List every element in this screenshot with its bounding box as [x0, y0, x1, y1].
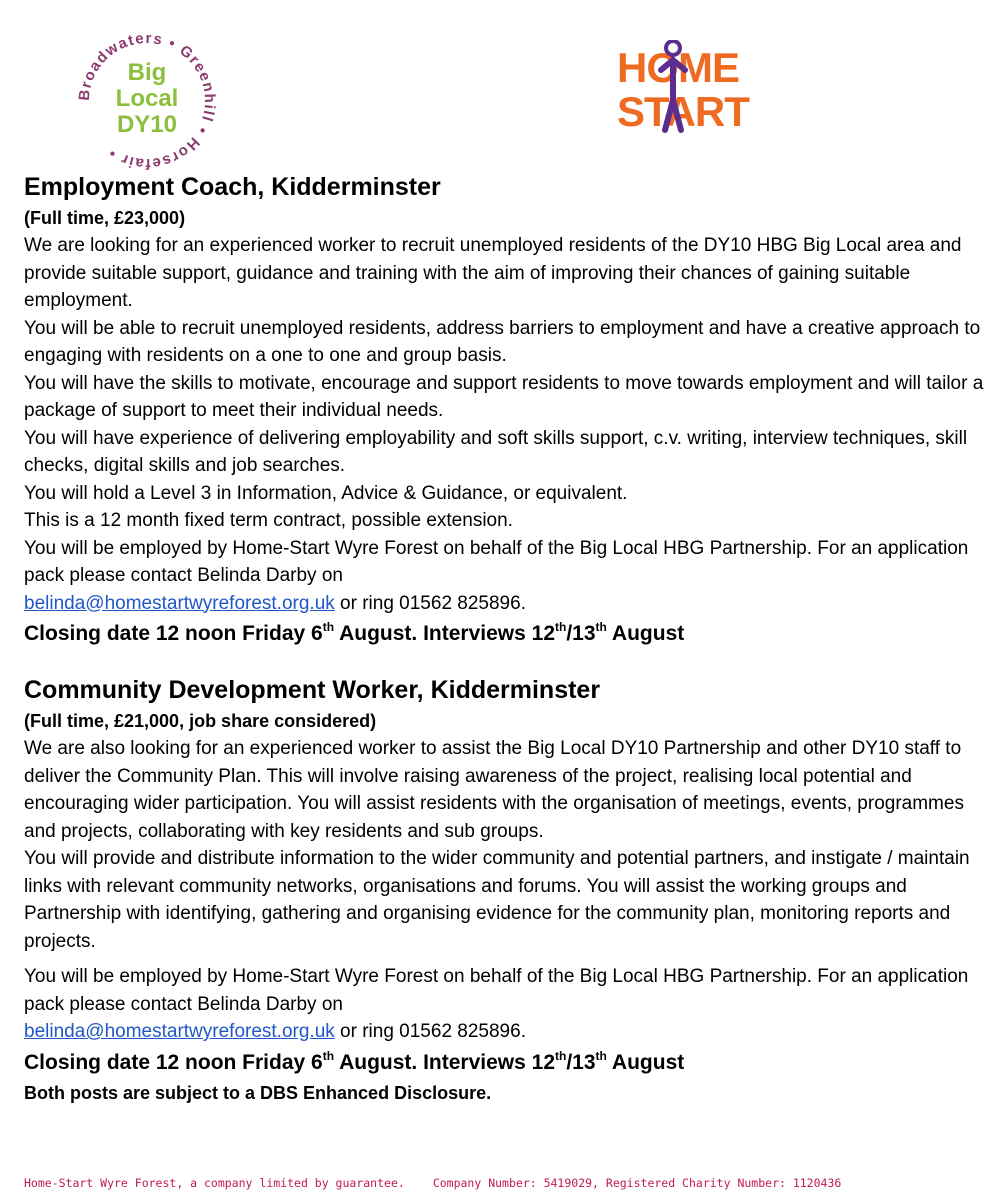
closing-sup: th: [322, 620, 335, 634]
job1-email-link[interactable]: belinda@homestartwyreforest.org.uk: [24, 592, 335, 614]
job1-closing-date: [24, 617, 984, 651]
job1-title: Employment Coach, Kidderminster: [24, 173, 441, 201]
closing-text: August. Interviews 12: [334, 622, 555, 645]
job1-paragraph: We are looking for an experienced worker to recruit unemployed residents of the DY10 HBG Big Local area and provide suitable support, guidance and training with the aim of improving their chances of gaining suitable employment.: [24, 235, 962, 311]
big-local-line3: DY10: [116, 111, 178, 138]
closing-text: August. Interviews 12: [334, 1050, 555, 1074]
job1-terms: (Full time, £23,000): [24, 208, 186, 228]
job2-phone: or ring 01562 825896.: [334, 1021, 526, 1042]
job1-paragraph: This is a 12 month fixed term contract, possible extension.: [24, 510, 513, 531]
job1-paragraph: You will have experience of delivering employability and soft skills support, c.v. writing, interview techniques, skill checks, digital skills and job searches.: [24, 427, 968, 476]
closing-text: /13: [566, 622, 596, 645]
closing-text: August: [606, 1050, 685, 1074]
job-posting-employment-coach: [24, 170, 984, 651]
document-body: [24, 170, 984, 1106]
closing-text: Closing date 12 noon Friday 6: [24, 1050, 323, 1074]
job-posting-community-development-worker: [24, 673, 984, 1106]
footer-registration: Company Number: 5419029, Registered Charity Number: 1120436: [432, 1176, 842, 1190]
home-start-line1: HOME: [617, 44, 739, 91]
job2-contact: [24, 1018, 984, 1046]
job1-paragraph: You will hold a Level 3 in Information, Advice & Guidance, or equivalent.: [24, 482, 628, 504]
job2-terms: (Full time, £21,000, job share considered): [24, 711, 377, 731]
closing-sup: th: [595, 1048, 607, 1063]
job2-title: Community Development Worker, Kidderminster: [24, 676, 601, 704]
closing-text: /13: [566, 1050, 596, 1074]
job1-paragraph: You will be able to recruit unemployed residents, address barriers to employment and have a creative approach to engaging with residents on a one to one and group basis.: [24, 317, 981, 366]
job2-employer: You will be employed by Home-Start Wyre Forest on behalf of the Big Local HBG Partnership. For an application pack please contact Belinda Darby on: [24, 966, 969, 1015]
closing-sup: th: [322, 1048, 335, 1063]
closing-sup: th: [555, 620, 567, 634]
job2-email-link[interactable]: belinda@homestartwyreforest.org.uk: [24, 1021, 335, 1042]
big-local-logo: [72, 26, 222, 176]
big-local-line1: Big: [127, 59, 167, 86]
job2-paragraph: We are also looking for an experienced worker to assist the Big Local DY10 Partnership and other DY10 staff to deliver the Community Plan. This will involve raising awareness of the project, realising local potential and encouraging wider participation. You will assist residents with the organisation of meetings, events, programmes and projects, collaborating with key residents and sub groups.: [24, 738, 964, 842]
page-footer: [24, 1176, 984, 1190]
job1-paragraph: You will have the skills to motivate, encourage and support residents to move towards employment and will tailor a package of support to meet their individual needs.: [24, 372, 984, 421]
section-spacer: [24, 651, 984, 673]
job1-paragraph: You will be employed by Home-Start Wyre Forest on behalf of the Big Local HBG Partnership. For an application pack please contact Belinda Darby on: [24, 537, 969, 586]
footer-company: Home-Start Wyre Forest, a company limited by guarantee.: [24, 1176, 405, 1190]
dbs-note: Both posts are subject to a DBS Enhanced Disclosure.: [24, 1082, 492, 1103]
job2-paragraph: You will provide and distribute information to the wider community and potential partners, and instigate / maintain links with relevant community networks, organisations and forums. You will assist the working groups and Partnership with identifying, gathering and organising evidence for the community plan, monitoring reports and projects.: [24, 848, 970, 952]
paragraph-spacer: [24, 955, 984, 963]
home-start-logo-graphic: [615, 40, 765, 135]
job1-contact: [24, 590, 984, 618]
job1-phone: or ring 01562 825896.: [334, 592, 526, 614]
home-start-logo: [615, 40, 765, 135]
home-start-line2: START: [617, 88, 749, 135]
closing-sup: th: [595, 620, 607, 634]
big-local-line2: Local: [115, 85, 179, 112]
closing-sup: th: [555, 1048, 567, 1063]
job2-closing-date: [24, 1046, 984, 1080]
big-local-logo-graphic: [72, 26, 222, 176]
big-local-ring-text: Broadwaters • Greenhill • Horsefair •: [75, 29, 219, 173]
closing-text: August: [606, 622, 685, 645]
closing-text: Closing date 12 noon Friday 6: [24, 622, 323, 645]
